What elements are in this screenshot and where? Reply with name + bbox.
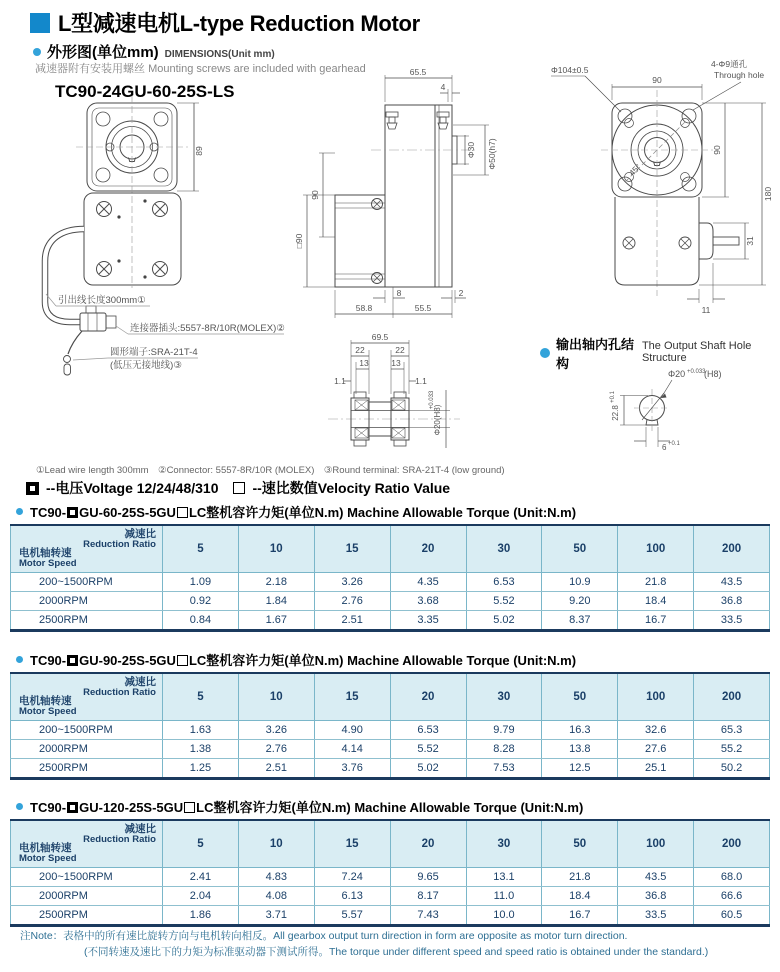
- torque-value: 65.3: [694, 721, 770, 740]
- torque-value: 0.92: [163, 592, 239, 611]
- torque-value: 18.4: [542, 887, 618, 906]
- torque-value: 2.51: [238, 759, 314, 779]
- title-part: GU-90-25S-5GU: [79, 653, 176, 668]
- torque-value: 4.90: [314, 721, 390, 740]
- bottom-note-line1: 注Note：表格中的所有速比旋转方向与电机转向相反。All gearbox output turn direction in form are opposite as motor turn direction.: [20, 930, 628, 942]
- torque-value: 6.13: [314, 887, 390, 906]
- ratio-header: 200: [694, 525, 770, 573]
- torque-value: 2.18: [238, 573, 314, 592]
- output-hole-heading-zh: 输出轴内孔结构: [556, 337, 635, 371]
- torque-value: 33.5: [694, 611, 770, 631]
- corner-cell: [11, 525, 163, 573]
- torque-table-3: [10, 819, 770, 927]
- bullet-icon: [16, 803, 23, 810]
- corner-cell: [11, 673, 163, 721]
- table-row: [11, 868, 770, 887]
- mounting-note-en: Mounting screws are included with gearhead: [148, 63, 366, 75]
- torque-value: 68.0: [694, 868, 770, 887]
- torque-value: 1.25: [163, 759, 239, 779]
- torque-value: 55.2: [694, 740, 770, 759]
- callout-terminal-label-2: (低压无接地线)③: [110, 360, 182, 371]
- dim-tolerance-label: +0.1: [610, 391, 616, 403]
- corner-speed-en: Motor Speed: [19, 558, 77, 570]
- dim-label: 58.8: [355, 303, 373, 313]
- torque-value: 5.02: [390, 759, 466, 779]
- dim-tolerance-label: +0.033: [687, 369, 706, 375]
- page-header: [30, 7, 420, 38]
- row-label: 2000RPM: [11, 740, 163, 759]
- voltage-square-inner: [30, 486, 35, 491]
- torque-value: 13.1: [466, 868, 542, 887]
- corner-ratio-en: Reduction Ratio: [83, 687, 156, 699]
- dimensions-heading: [33, 41, 275, 62]
- ratio-header: 5: [163, 525, 239, 573]
- ratio-header: 15: [314, 820, 390, 868]
- output-hole-drawing: [592, 363, 742, 465]
- callout-terminal-label-1: 圆形端子:SRA-21T-4: [110, 347, 198, 358]
- torque-value: 10.9: [542, 573, 618, 592]
- table-header-row: [11, 820, 770, 868]
- dim-label: 8: [396, 288, 402, 298]
- row-label: 200~1500RPM: [11, 721, 163, 740]
- torque-value: 1.86: [163, 906, 239, 926]
- voltage-square-inner: [70, 658, 75, 663]
- ratio-header: 100: [618, 525, 694, 573]
- torque-value: 11.0: [466, 887, 542, 906]
- dim-tolerance-label: +0.1: [668, 441, 680, 447]
- torque-value: 5.57: [314, 906, 390, 926]
- dim-label: 65.5: [409, 67, 427, 77]
- corner-speed-zh: 电机轴转速: [19, 695, 72, 708]
- dim-label: 4: [440, 82, 446, 92]
- output-hole-heading-en: The Output Shaft Hole Structure: [641, 340, 752, 364]
- table3-title: [16, 797, 583, 816]
- dim-label: 89: [194, 146, 204, 156]
- ratio-header: 20: [390, 525, 466, 573]
- table1-title-text: [30, 502, 576, 521]
- torque-value: 8.28: [466, 740, 542, 759]
- row-label: 2000RPM: [11, 887, 163, 906]
- torque-value: 16.7: [542, 906, 618, 926]
- torque-value: 12.5: [542, 759, 618, 779]
- bullet-icon: [16, 656, 23, 663]
- dim-label: 13: [391, 358, 401, 368]
- dim-label: 22: [355, 345, 365, 355]
- corner-ratio-zh: 减速比: [124, 528, 156, 540]
- legend-row: [26, 478, 450, 498]
- rear-view-shapes: [551, 76, 766, 303]
- torque-value: 7.43: [390, 906, 466, 926]
- torque-value: 7.24: [314, 868, 390, 887]
- table2-title: [16, 650, 576, 669]
- torque-value: 43.5: [618, 868, 694, 887]
- title-part: GU-60-25S-5GU: [79, 505, 176, 520]
- ratio-header: 5: [163, 673, 239, 721]
- corner-speed-zh: 电机轴转速: [19, 547, 72, 560]
- torque-value: 36.8: [618, 887, 694, 906]
- voltage-square-inner: [70, 510, 75, 515]
- ratio-header: 200: [694, 820, 770, 868]
- torque-value: 4.08: [238, 887, 314, 906]
- ratio-header: 30: [466, 525, 542, 573]
- torque-value: 8.37: [542, 611, 618, 631]
- side-view-shapes: [303, 75, 489, 318]
- row-label: 200~1500RPM: [11, 573, 163, 592]
- output-hole-shapes: [620, 380, 672, 447]
- torque-value: 1.38: [163, 740, 239, 759]
- ratio-header: 15: [314, 673, 390, 721]
- dim-label: 90: [310, 190, 320, 200]
- callout-connector-label: 连接器插头:5557-8R/10R(MOLEX)②: [130, 323, 285, 334]
- torque-value: 66.6: [694, 887, 770, 906]
- mounting-note-zh: 减速器附有安装用螺丝: [35, 63, 145, 75]
- rear-view-drawing: [533, 56, 780, 326]
- voltage-square-icon: [26, 482, 39, 495]
- torque-value: 16.3: [542, 721, 618, 740]
- torque-value: 3.76: [314, 759, 390, 779]
- torque-value: 2.04: [163, 887, 239, 906]
- header-square-icon: [30, 13, 50, 33]
- torque-value: 36.8: [694, 592, 770, 611]
- table-header-row: [11, 673, 770, 721]
- torque-value: 2.41: [163, 868, 239, 887]
- row-label: 2500RPM: [11, 906, 163, 926]
- corner-ratio-label: [83, 528, 156, 551]
- torque-value: 27.6: [618, 740, 694, 759]
- table-row: [11, 573, 770, 592]
- front-view-drawing: [18, 96, 288, 461]
- torque-value: 1.63: [163, 721, 239, 740]
- dim-label: 22.8: [611, 405, 620, 421]
- torque-value: 32.6: [618, 721, 694, 740]
- torque-value: 9.79: [466, 721, 542, 740]
- torque-value: 8.17: [390, 887, 466, 906]
- dim-label: 22: [395, 345, 405, 355]
- bullet-icon: [16, 508, 23, 515]
- torque-table-1: [10, 524, 770, 632]
- dim-label: 69.5: [371, 332, 389, 342]
- table2-title-text: [30, 650, 576, 669]
- ratio-header: 50: [542, 673, 618, 721]
- torque-value: 3.68: [390, 592, 466, 611]
- voltage-square-icon: [67, 507, 78, 518]
- torque-value: 3.35: [390, 611, 466, 631]
- torque-value: 9.20: [542, 592, 618, 611]
- torque-value: 4.83: [238, 868, 314, 887]
- table-row: [11, 906, 770, 926]
- torque-value: 7.53: [466, 759, 542, 779]
- legend-ratio-text: --速比数值Velocity Ratio Value: [252, 480, 451, 496]
- corner-ratio-en: Reduction Ratio: [83, 539, 156, 551]
- dim-label: 55.5: [414, 303, 432, 313]
- torque-value: 2.76: [238, 740, 314, 759]
- torque-value: 13.8: [542, 740, 618, 759]
- corner-ratio-label: [83, 823, 156, 846]
- ratio-square-icon: [177, 507, 188, 518]
- ratio-square-icon: [184, 802, 195, 813]
- torque-value: 33.5: [618, 906, 694, 926]
- torque-value: 1.67: [238, 611, 314, 631]
- torque-value: 60.5: [694, 906, 770, 926]
- row-label: 2000RPM: [11, 592, 163, 611]
- ratio-square-icon: [233, 482, 245, 494]
- ratio-header: 100: [618, 673, 694, 721]
- torque-value: 1.09: [163, 573, 239, 592]
- torque-value: 43.5: [694, 573, 770, 592]
- voltage-square-icon: [67, 802, 78, 813]
- page-title: L型减速电机L-type Reduction Motor: [58, 11, 420, 36]
- ratio-header: 5: [163, 820, 239, 868]
- voltage-square-inner: [70, 805, 75, 810]
- title-part: LC整机容许力矩(单位N.m) Machine Allowable Torque (Unit:N.m): [188, 653, 577, 668]
- table1-title: [16, 502, 576, 521]
- voltage-square-icon: [67, 655, 78, 666]
- title-part: TC90-: [30, 653, 67, 668]
- dim-label: 45°: [626, 161, 643, 178]
- dim-label: 4-Φ9通孔: [711, 59, 748, 69]
- corner-speed-label: [19, 695, 77, 718]
- torque-value: 6.53: [390, 721, 466, 740]
- corner-ratio-label: [83, 676, 156, 699]
- ratio-header: 15: [314, 525, 390, 573]
- dim-label: 90: [712, 145, 722, 155]
- table-row: [11, 592, 770, 611]
- torque-value: 2.51: [314, 611, 390, 631]
- corner-speed-en: Motor Speed: [19, 853, 77, 865]
- dim-label: 180: [763, 186, 773, 202]
- title-part: GU-120-25S-5GU: [79, 800, 184, 815]
- corner-speed-en: Motor Speed: [19, 706, 77, 718]
- dim-label: □90: [294, 233, 304, 249]
- table-row: [11, 721, 770, 740]
- shaft-section-drawing: [328, 332, 533, 460]
- ratio-square-icon: [177, 655, 188, 666]
- torque-value: 2.76: [314, 592, 390, 611]
- dim-label: Φ20: [668, 369, 686, 379]
- bullet-icon: [540, 348, 550, 358]
- side-view-drawing: [293, 62, 528, 330]
- title-part: TC90-: [30, 800, 67, 815]
- torque-value: 5.52: [466, 592, 542, 611]
- ratio-header: 30: [466, 673, 542, 721]
- model-number: TC90-24GU-60-25S-LS: [55, 82, 235, 101]
- torque-value: 0.84: [163, 611, 239, 631]
- corner-ratio-zh: 减速比: [124, 676, 156, 688]
- torque-value: 25.1: [618, 759, 694, 779]
- dim-label: Φ104±0.5: [551, 65, 589, 75]
- title-part: LC整机容许力矩(单位N.m) Machine Allowable Torque (Unit:N.m): [196, 800, 584, 815]
- torque-value: 3.26: [314, 573, 390, 592]
- ratio-header: 10: [238, 673, 314, 721]
- corner-ratio-zh: 减速比: [124, 823, 156, 835]
- corner-ratio-en: Reduction Ratio: [83, 834, 156, 846]
- dim-label: 11: [701, 305, 711, 315]
- torque-value: 4.14: [314, 740, 390, 759]
- dim-label: Φ30: [466, 141, 476, 159]
- table3-title-text: [30, 797, 583, 816]
- dimensions-heading-en: DIMENSIONS(Unit mm): [164, 49, 275, 60]
- title-part: TC90-: [30, 505, 67, 520]
- torque-value: 1.84: [238, 592, 314, 611]
- corner-speed-label: [19, 547, 77, 570]
- dim-label: 2: [458, 288, 464, 298]
- row-label: 2500RPM: [11, 759, 163, 779]
- corner-speed-label: [19, 842, 77, 865]
- dim-label: 13: [359, 358, 369, 368]
- torque-value: 50.2: [694, 759, 770, 779]
- dim-tolerance-label: +0.033: [429, 390, 435, 410]
- ratio-header: 20: [390, 673, 466, 721]
- dim-label: 1.1: [334, 376, 346, 386]
- table-row: [11, 611, 770, 631]
- torque-value: 21.8: [542, 868, 618, 887]
- ratio-header: 100: [618, 820, 694, 868]
- ratio-header: 50: [542, 525, 618, 573]
- dim-label: 6: [662, 443, 667, 452]
- ratio-header: 200: [694, 673, 770, 721]
- torque-value: 9.65: [390, 868, 466, 887]
- drawing-footnotes: ①Lead wire length 300mm ②Connector: 5557-8R/10R (MOLEX) ③Round terminal: SRA-21T-4 (low ground): [36, 465, 505, 476]
- bullet-icon: [33, 48, 41, 56]
- torque-value: 21.8: [618, 573, 694, 592]
- row-label: 2500RPM: [11, 611, 163, 631]
- corner-cell: [11, 820, 163, 868]
- row-label: 200~1500RPM: [11, 868, 163, 887]
- dim-label: Φ20(H8): [433, 404, 442, 436]
- dim-label: (H8): [704, 369, 722, 379]
- corner-speed-zh: 电机轴转速: [19, 842, 72, 855]
- torque-value: 4.35: [390, 573, 466, 592]
- torque-value: 5.52: [390, 740, 466, 759]
- dim-label: 31: [745, 236, 755, 246]
- ratio-header: 30: [466, 820, 542, 868]
- callout-wire-label: 引出线长度300mm①: [58, 295, 146, 306]
- torque-value: 5.02: [466, 611, 542, 631]
- table-row: [11, 759, 770, 779]
- ratio-header: 10: [238, 820, 314, 868]
- ratio-header: 20: [390, 820, 466, 868]
- ratio-header: 10: [238, 525, 314, 573]
- table-row: [11, 887, 770, 906]
- title-part: LC整机容许力矩(单位N.m) Machine Allowable Torque (Unit:N.m): [188, 505, 577, 520]
- torque-table-2: [10, 672, 770, 780]
- dim-label: Φ50(h7): [487, 138, 497, 170]
- dim-label: 90: [652, 75, 662, 85]
- torque-value: 10.0: [466, 906, 542, 926]
- bottom-note-line2: (不同转速及速比下的力矩为标准驱动器下测试所得。The torque under different speed and speed ratio is obtained under the standard.): [84, 946, 709, 958]
- bottom-note: [20, 928, 708, 960]
- torque-value: 16.7: [618, 611, 694, 631]
- torque-value: 3.26: [238, 721, 314, 740]
- dim-label: 1.1: [415, 376, 427, 386]
- dimensions-heading-zh: 外形图(单位mm): [47, 44, 159, 61]
- ratio-header: 50: [542, 820, 618, 868]
- legend-voltage-text: --电压Voltage 12/24/48/310: [46, 480, 219, 496]
- torque-value: 3.71: [238, 906, 314, 926]
- table-row: [11, 740, 770, 759]
- torque-value: 6.53: [466, 573, 542, 592]
- torque-value: 18.4: [618, 592, 694, 611]
- dim-label: Through hole: [714, 70, 765, 80]
- table-header-row: [11, 525, 770, 573]
